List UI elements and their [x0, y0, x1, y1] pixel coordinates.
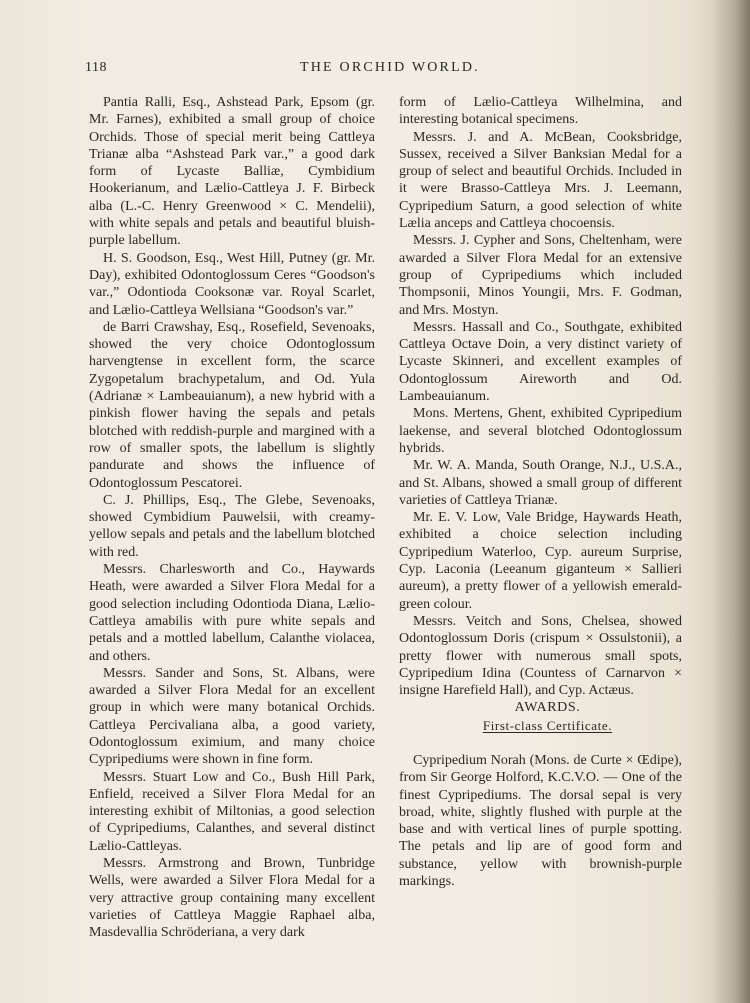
paragraph: Mr. E. V. Low, Vale Bridge, Haywards Heath, exhibited a choice selection including Cypripedium Waterloo, Cyp. aureum Surprise, Cyp. Laconia (Leeanum giganteum × Sallieri aureum), a pretty flower of a yellowish emerald-green colour. [399, 510, 682, 612]
paragraph: Messrs. Sander and Sons, St. Albans, were awarded a Silver Flora Medal for an excellent group in which were many botanical Orchids. Cattleya Percivaliana alba, a good variety, Odontoglossum eximium, and many choice Cypripediums were shown in fine form. [89, 665, 375, 768]
page-header [0, 60, 750, 80]
page-gutter-shadow [710, 0, 750, 1003]
awards-subheading: First-class Certificate. [482, 717, 613, 733]
paragraph: form of Lælio-Cattleya Wilhelmina, and interesting botanical specimens. [399, 95, 682, 128]
paragraph: C. J. Phillips, Esq., The Glebe, Sevenoaks, showed Cymbidium Pauwelsii, with creamy-yellow sepals and petals and the labellum blotched with red. [89, 492, 375, 560]
paragraph: Messrs. Charlesworth and Co., Haywards Heath, were awarded a Silver Flora Medal for a good selection including Odontioda Diana, Lælio-Cattleya amabilis with pure white sepals and petals and a mottled labellum, Calanthe violacea, and others. [89, 562, 375, 664]
paragraph: Messrs. Veitch and Sons, Chelsea, showed Odontoglossum Doris (crispum × Ossulstonii), a pretty flower with numerous small spots, Cypripedium Idina (Countess of Carnarvon × insigne Harefield Hall), and Cyp. Actæus. [399, 613, 682, 699]
paragraph: Messrs. Armstrong and Brown, Tunbridge Wells, were awarded a Silver Flora Medal for a very attractive group containing many excellent varieties of Cattleya Maggie Raphael alba, Masdevallia Schröderiana, a very dark [89, 856, 375, 941]
page-number: 118 [85, 60, 107, 75]
paragraph: Messrs. J. Cypher and Sons, Cheltenham, were awarded a Silver Flora Medal for an extensive group of Cypripediums which included Thompsonii, Minos Youngii, Mrs. F. Godman, and Mrs. Mostyn. [399, 233, 682, 318]
awards-heading: AWARDS. [514, 700, 581, 716]
paragraph: Mons. Mertens, Ghent, exhibited Cypripedium laekense, and several blotched Odontoglossum hybrids. [399, 406, 682, 456]
paragraph: Mr. W. A. Manda, South Orange, N.J., U.S.A., and St. Albans, showed a small group of different varieties of Cattleya Trianæ. [399, 458, 682, 508]
paragraph: Messrs. Hassall and Co., Southgate, exhibited Cattleya Octave Doin, a very distinct variety of Lycaste Skinneri, and excellent examples of Odontoglossum Aireworth and Od. Lambeauianum. [399, 319, 682, 405]
paragraph: de Barri Crawshay, Esq., Rosefield, Sevenoaks, showed the very choice Odontoglossum harvengtense in excellent form, the scarce Zygopetalum brachypetalum, and Od. Yula (Adrianæ × Lambeauianum), a new hybrid with a pinkish flower having the sepals and petals blotched with reddish-purple and margined with a row of smaller spots, the labellum is slightly pandurate and shows the influence of Odontoglossum Pescatorei. [89, 319, 375, 491]
paragraph: Messrs. Stuart Low and Co., Bush Hill Park, Enfield, received a Silver Flora Medal for an interesting exhibit of Miltonias, a good selection of Cypripediums, Calanthes, and several distinct Lælio-Cattleyas. [89, 769, 375, 854]
paragraph: Messrs. J. and A. McBean, Cooksbridge, Sussex, received a Silver Banksian Medal for a group of select and beautiful Orchids. Included in it were Brasso-Cattleya Mrs. J. Leemann, Cypripedium Saturn, a good selection of white Lælia anceps and Cattleya chocoensis. [399, 129, 682, 232]
award-entry: Cypripedium Norah (Mons. de Curte × Œdipe), from Sir George Holford, K.C.V.O. — One of the finest Cypripediums. The dorsal sepal is very broad, white, slightly flushed with purple at the base and with vertical lines of purple spotting. The petals and lip are of good form and substance, yellow with brownish-purple markings. [399, 752, 682, 890]
running-title: THE ORCHID WORLD. [300, 60, 480, 75]
left-column [89, 94, 375, 942]
paragraph: H. S. Goodson, Esq., West Hill, Putney (gr. Mr. Day), exhibited Odontoglossum Ceres “Goodson's var.,” Odontioda Cooksonæ var. Royal Scarlet, and Lælio-Cattleya Wellsiana “Goodson's var.” [89, 250, 375, 318]
paragraph: Pantia Ralli, Esq., Ashstead Park, Epsom (gr. Mr. Farnes), exhibited a small group of choice Orchids. Those of special merit being Cattleya Trianæ alba “Ashstead Park var.,” a good dark form of Lycaste Balliæ, Cymbidium Hookerianum, and Lælio-Cattleya J. F. Birbeck alba (L.-C. Henry Greenwood × C. Mendelii), with white sepals and petals and beautiful bluish-purple labellum. [89, 95, 375, 249]
right-column [399, 94, 682, 890]
